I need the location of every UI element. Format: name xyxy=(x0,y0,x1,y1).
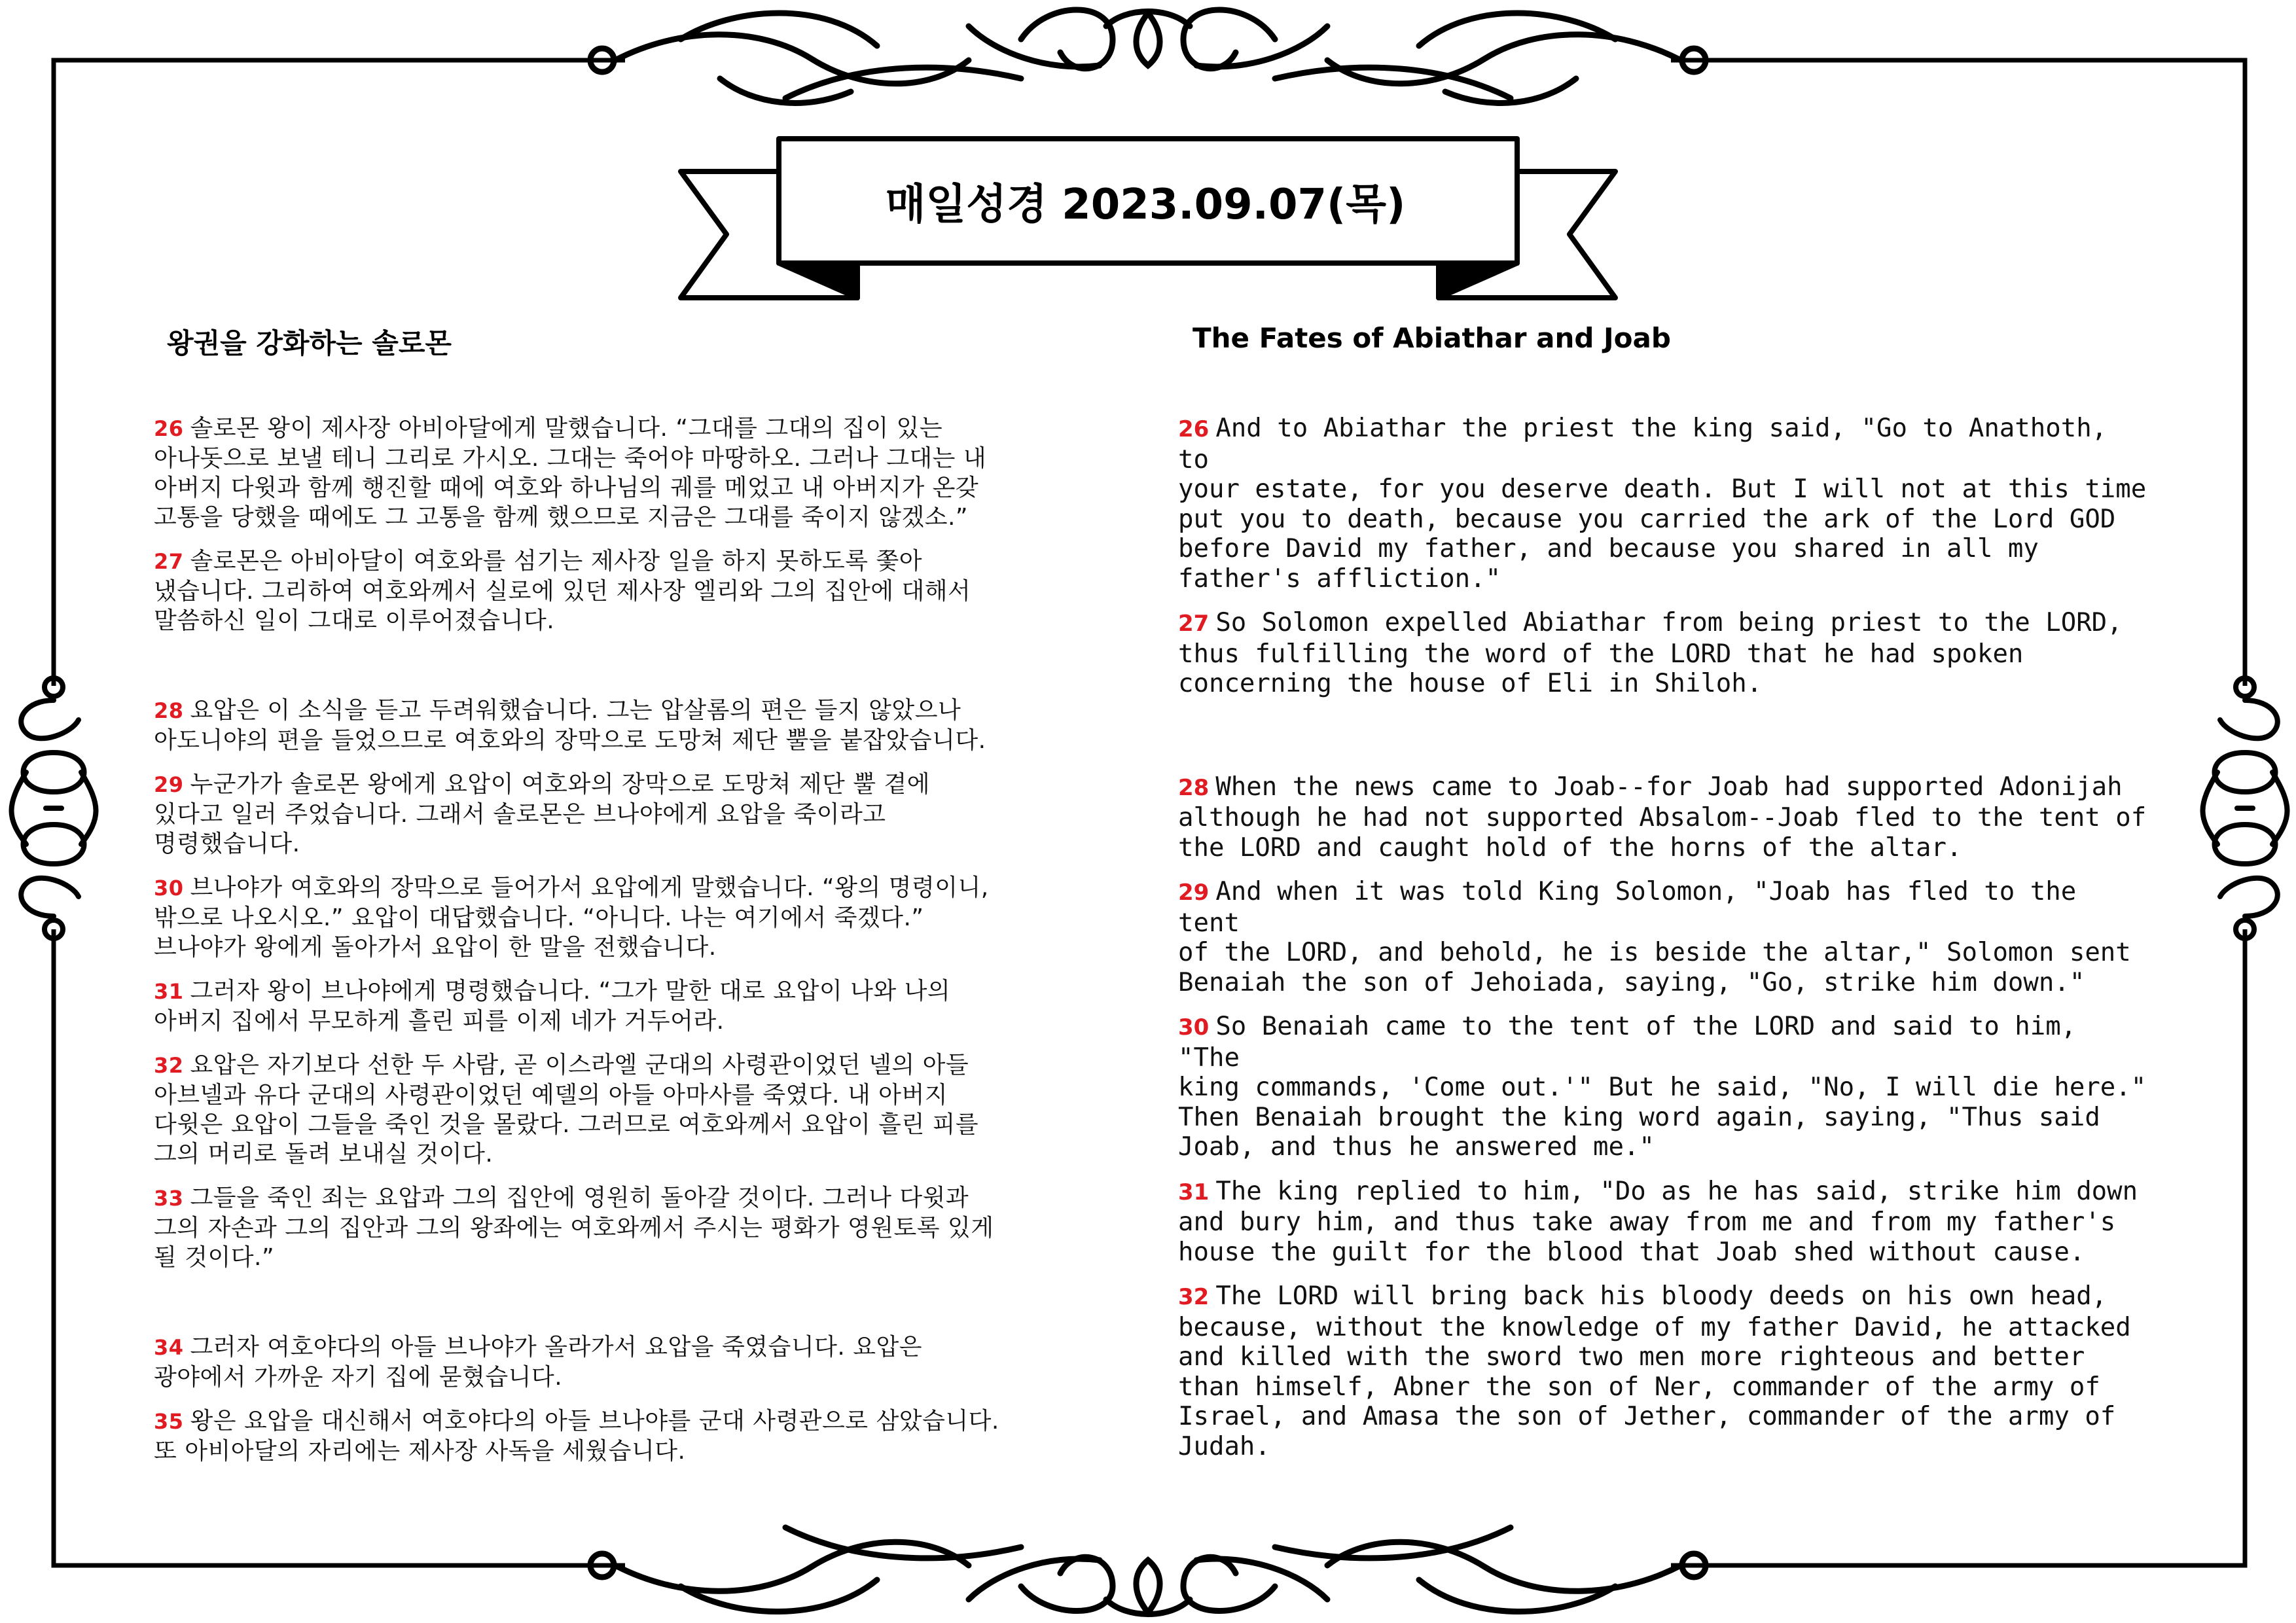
verse-ko-31 xyxy=(154,976,1122,1036)
verse-ko-33 xyxy=(154,1183,1122,1272)
verse-text: The LORD will bring back his bloody deeds on his own head, because, without the knowledge of my father David, he attacked and killed with the sword two men more righteous and better than himself, Abner the son of Ner, commander of the army of Israel, and Amasa the son of Jether, commander of the army of Judah. xyxy=(1178,1281,2131,1461)
page-title: 매일성경 2023.09.07(목) xyxy=(885,181,1406,229)
verse-number: 29 xyxy=(154,772,184,797)
verse-text: So Benaiah came to the tent of the LORD and said to him, "The king commands, 'Come out.'" But he said, "No, I will die here." Then Benaiah brought the king word again, saying, "Thus said Joab, and thus he answered me." xyxy=(1178,1012,2147,1162)
verse-en-29 xyxy=(1178,877,2147,997)
verse-ko-30 xyxy=(154,873,1122,962)
verse-text: 브나야가 여호와의 장막으로 들어가서 요압에게 말했습니다. “왕의 명령이니, 밖으로 나오시오.” 요압이 대답했습니다. “아니다. 나는 여기에서 죽겠다.” 브나야가 왕에게 돌아가서 요압이 한 말을 전했습니다. xyxy=(154,874,989,961)
verse-text: And when it was told King Solomon, "Joab has fled to the tent of the LORD, and behold, he is beside the altar," Solomon sent Benaiah the son of Jehoiada, saying, "Go, strike him down." xyxy=(1178,877,2131,997)
verse-text: 솔로몬은 아비아달이 여호와를 섬기는 제사장 일을 하지 못하도록 쫓아 냈습니다. 그리하여 여호와께서 실로에 있던 제사장 엘리와 그의 집안에 대해서 말씀하신 일이 그대로 이루어졌습니다. xyxy=(154,548,971,634)
verse-ko-34 xyxy=(154,1332,1122,1392)
verse-number: 29 xyxy=(1178,880,1210,906)
verse-number: 34 xyxy=(154,1335,184,1360)
verse-ko-29 xyxy=(154,770,1122,859)
top-flourish xyxy=(590,10,1706,103)
verse-ko-35 xyxy=(154,1406,1122,1466)
verse-text: 왕은 요압을 대신해서 여호야다의 아들 브나야를 군대 사령관으로 삼았습니다. 또 아비아달의 자리에는 제사장 사독을 세웠습니다. xyxy=(154,1408,999,1465)
verse-number: 26 xyxy=(154,416,184,441)
verse-en-26 xyxy=(1178,414,2147,594)
bottom-flourish xyxy=(590,1527,1706,1614)
verse-number: 27 xyxy=(154,549,184,574)
verse-ko-28 xyxy=(154,696,1122,755)
verse-text: 그러자 여호야다의 아들 브나야가 올라가서 요압을 죽였습니다. 요압은 광야에서 가까운 자기 집에 묻혔습니다. xyxy=(154,1334,923,1391)
verse-text: The king replied to him, "Do as he has said, strike him down and bury him, and thus take away from me and from my father's house the guilt for the blood that Joab shed without cause. xyxy=(1178,1176,2138,1267)
verse-en-32 xyxy=(1178,1281,2147,1461)
korean-heading: 왕권을 강화하는 솔로몬 xyxy=(167,327,452,359)
verse-text: 그들을 죽인 죄는 요압과 그의 집안에 영원히 돌아갈 것이다. 그러나 다윗과 그의 자손과 그의 집안과 그의 왕좌에는 여호와께서 주시는 평화가 영원토록 있게 될 것이다.” xyxy=(154,1185,994,1271)
verse-number: 27 xyxy=(1178,611,1210,637)
verse-text: 요압은 이 소식을 듣고 두려워했습니다. 그는 압살롬의 편은 들지 않았으나 아도니야의 편을 들었으므로 여호와의 장막으로 도망쳐 제단 뿔을 붙잡았습니다. xyxy=(154,697,986,754)
left-flourish xyxy=(12,678,96,938)
verse-number: 32 xyxy=(154,1053,184,1078)
right-flourish xyxy=(2203,678,2287,938)
verse-text: 그러자 왕이 브나야에게 명령했습니다. “그가 말한 대로 요압이 나와 나의 아버지 집에서 무모하게 흘린 피를 이제 네가 거두어라. xyxy=(154,978,951,1035)
verse-text: 솔로몬 왕이 제사장 아비아달에게 말했습니다. “그대를 그대의 집이 있는 아나돗으로 보낼 테니 그리로 가시오. 그대는 죽어야 마땅하오. 그러나 그대는 내 아버지 다윗과 함께 행진할 때에 여호와 하나님의 궤를 메었고 내 아버지가 온갖 고통을 당했을 때에도 그 고통을 함께 했으므로 지금은 그대를 죽이지 않겠소.” xyxy=(154,415,987,531)
english-text-column xyxy=(1178,414,2147,1476)
verse-number: 30 xyxy=(1178,1014,1210,1041)
verse-number: 28 xyxy=(154,698,184,723)
verse-number: 30 xyxy=(154,876,184,901)
verse-en-31 xyxy=(1178,1177,2147,1268)
english-heading: The Fates of Abiathar and Joab xyxy=(1193,322,1671,354)
verse-ko-27 xyxy=(154,546,1122,635)
verse-number: 32 xyxy=(1178,1284,1210,1310)
verse-text: 요압은 자기보다 선한 두 사람, 곧 이스라엘 군대의 사령관이었던 넬의 아들 아브넬과 유다 군대의 사령관이었던 예델의 아들 아마사를 죽였다. 내 아버지 다윗은 요압이 그들을 죽인 것을 몰랐다. 그러므로 여호와께서 요압이 흘린 피를 그의 머리로 돌려 보내실 것이다. xyxy=(154,1052,979,1168)
verse-en-27 xyxy=(1178,608,2147,699)
verse-number: 31 xyxy=(154,979,184,1004)
verse-ko-32 xyxy=(154,1050,1122,1169)
verse-text: So Solomon expelled Abiathar from being priest to the LORD, thus fulfilling the word of the LORD that he had spoken concerning the house of Eli in Shiloh. xyxy=(1178,608,2123,698)
verse-text: 누군가가 솔로몬 왕에게 요압이 여호와의 장막으로 도망쳐 제단 뿔 곁에 있다고 일러 주었습니다. 그래서 솔로몬은 브나야에게 요압을 죽이라고 명령했습니다. xyxy=(154,771,931,857)
verse-ko-26 xyxy=(154,414,1122,532)
verse-en-28 xyxy=(1178,772,2147,863)
korean-text-column xyxy=(154,414,1122,1480)
verse-number: 31 xyxy=(1178,1179,1210,1205)
verse-number: 28 xyxy=(1178,774,1210,801)
verse-en-30 xyxy=(1178,1012,2147,1162)
verse-text: And to Abiathar the priest the king said, "Go to Anathoth, to your estate, for you deserve death. But I will not at this time put you to death, because you carried the ark of the Lord GOD before David my father, and because you shared in all my father's affliction." xyxy=(1178,414,2147,594)
verse-number: 26 xyxy=(1178,416,1210,442)
verse-number: 35 xyxy=(154,1409,184,1434)
verse-number: 33 xyxy=(154,1186,184,1211)
verse-text: When the news came to Joab--for Joab had supported Adonijah although he had not supported Absalom--Joab fled to the tent of the LORD and caught hold of the horns of the altar. xyxy=(1178,772,2147,863)
